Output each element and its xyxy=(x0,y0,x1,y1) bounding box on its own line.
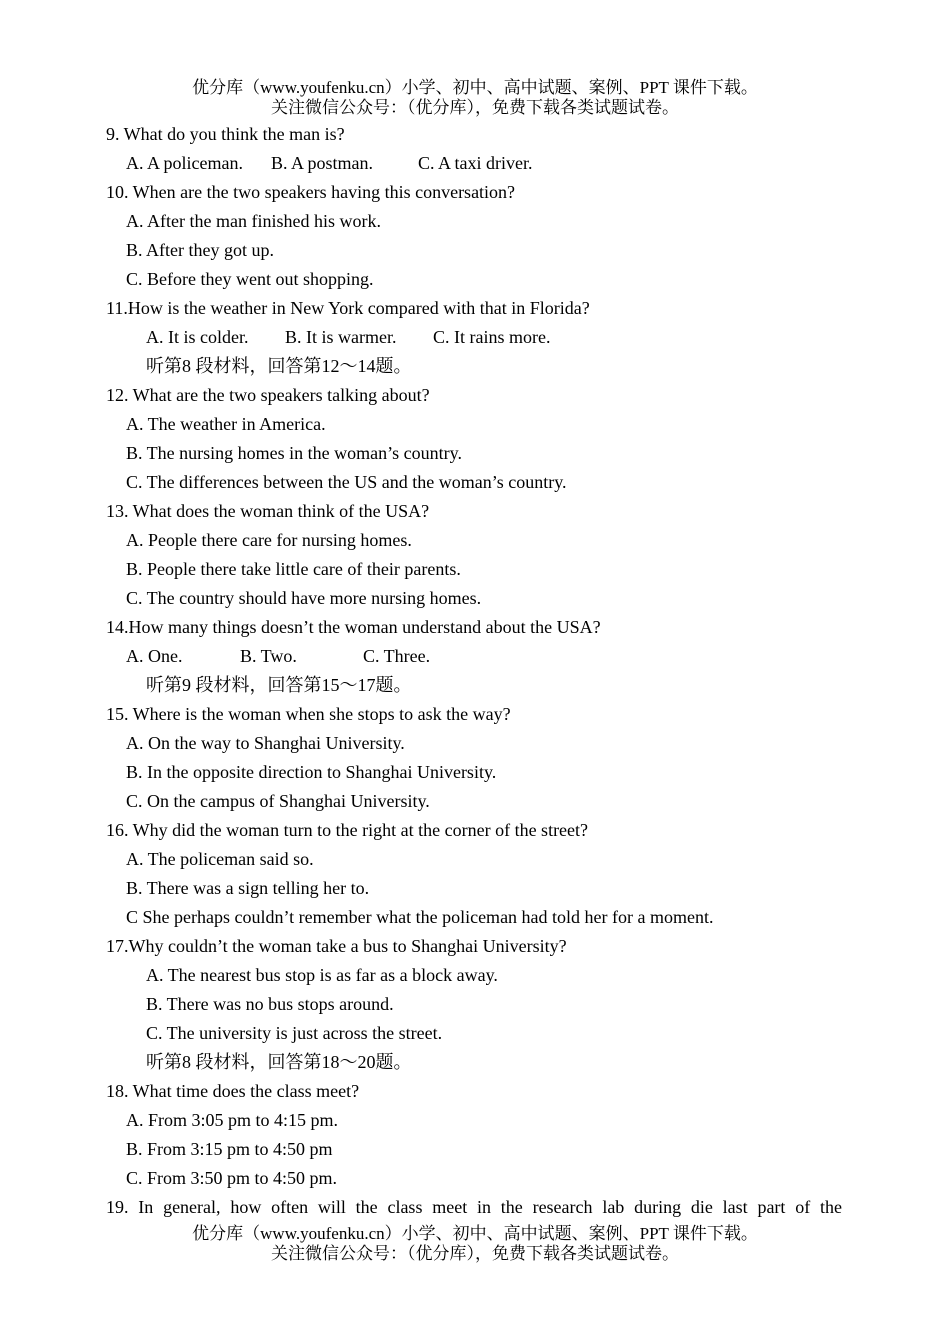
question-list xyxy=(0,120,950,1222)
question-11-options xyxy=(0,323,950,352)
question-13-option-b: B. People there take little care of their parents. xyxy=(126,559,461,579)
header-line-1: 优分库（www.youfenku.cn）小学、初中、高中试题、案例、PPT 课件下载。 xyxy=(192,78,758,97)
question-13-option-a: A. People there care for nursing homes. xyxy=(126,530,412,550)
question-10-option-c: C. Before they went out shopping. xyxy=(126,269,374,289)
question-11-option-a: A. It is colder. xyxy=(146,327,249,347)
question-12-stem: 12. What are the two speakers talking about? xyxy=(106,385,430,405)
footer-line-1: 优分库（www.youfenku.cn）小学、初中、高中试题、案例、PPT 课件下载。 xyxy=(192,1224,758,1243)
header-line-2: 关注微信公众号：（优分库），免费下载各类试题试卷。 xyxy=(271,98,679,117)
question-11-option-c: C. It rains more. xyxy=(433,327,551,347)
question-15-option-c: C. On the campus of Shanghai University. xyxy=(126,791,430,811)
question-11-stem: 11.How is the weather in New York compared with that in Florida? xyxy=(106,298,590,318)
question-18-stem: 18. What time does the class meet? xyxy=(106,1081,360,1101)
question-13-option-c: C. The country should have more nursing homes. xyxy=(126,588,482,608)
question-13-stem: 13. What does the woman think of the USA? xyxy=(106,501,430,521)
question-15-option-a: A. On the way to Shanghai University. xyxy=(126,733,405,753)
question-18-option-c: C. From 3:50 pm to 4:50 pm. xyxy=(126,1168,338,1188)
question-9-option-c: C. A taxi driver. xyxy=(418,153,533,173)
question-14-option-c: C. Three. xyxy=(363,646,431,666)
question-14-option-b: B. Two. xyxy=(240,646,297,666)
question-17-option-a: A. The nearest bus stop is as far as a block away. xyxy=(146,965,498,985)
question-19-stem: 19. In general, how often will the class meet in the research lab during die last part of the xyxy=(106,1197,842,1217)
question-14-options xyxy=(0,642,950,671)
question-12-option-c: C. The differences between the US and the woman’s country. xyxy=(126,472,567,492)
question-18-option-b: B. From 3:15 pm to 4:50 pm xyxy=(126,1139,333,1159)
question-15-option-b: B. In the opposite direction to Shanghai University. xyxy=(126,762,497,782)
question-12-option-b: B. The nursing homes in the woman’s country. xyxy=(126,443,462,463)
section-instruction-9: 听第9 段材料，回答第15～17题。 xyxy=(146,675,412,695)
question-10-option-b: B. After they got up. xyxy=(126,240,274,260)
question-17-stem: 17.Why couldn’t the woman take a bus to Shanghai University? xyxy=(106,936,567,956)
question-16-option-a: A. The policeman said so. xyxy=(126,849,314,869)
question-9-stem: 9. What do you think the man is? xyxy=(106,124,345,144)
question-12-option-a: A. The weather in America. xyxy=(126,414,326,434)
page-footer xyxy=(0,1224,950,1264)
question-18-option-a: A. From 3:05 pm to 4:15 pm. xyxy=(126,1110,339,1130)
question-10-stem: 10. When are the two speakers having this conversation? xyxy=(106,182,516,202)
question-10-option-a: A. After the man finished his work. xyxy=(126,211,381,231)
question-16-option-c: C She perhaps couldn’t remember what the policeman had told her for a moment. xyxy=(126,907,714,927)
question-15-stem: 15. Where is the woman when she stops to ask the way? xyxy=(106,704,511,724)
question-17-option-b: B. There was no bus stops around. xyxy=(146,994,394,1014)
section-instruction-10: 听第8 段材料，回答第18～20题。 xyxy=(146,1052,412,1072)
question-11-option-b: B. It is warmer. xyxy=(285,327,397,347)
question-17-option-c: C. The university is just across the street. xyxy=(146,1023,443,1043)
page-header xyxy=(0,78,950,118)
question-9-options xyxy=(0,149,950,178)
question-14-stem: 14.How many things doesn’t the woman understand about the USA? xyxy=(106,617,601,637)
question-16-option-b: B. There was a sign telling her to. xyxy=(126,878,370,898)
question-16-stem: 16. Why did the woman turn to the right at the corner of the street? xyxy=(106,820,589,840)
footer-line-2: 关注微信公众号：（优分库），免费下载各类试题试卷。 xyxy=(271,1244,679,1263)
section-instruction-8: 听第8 段材料，回答第12～14题。 xyxy=(146,356,412,376)
question-9-option-a: A. A policeman. xyxy=(126,153,243,173)
question-14-option-a: A. One. xyxy=(126,646,183,666)
question-9-option-b: B. A postman. xyxy=(271,153,374,173)
